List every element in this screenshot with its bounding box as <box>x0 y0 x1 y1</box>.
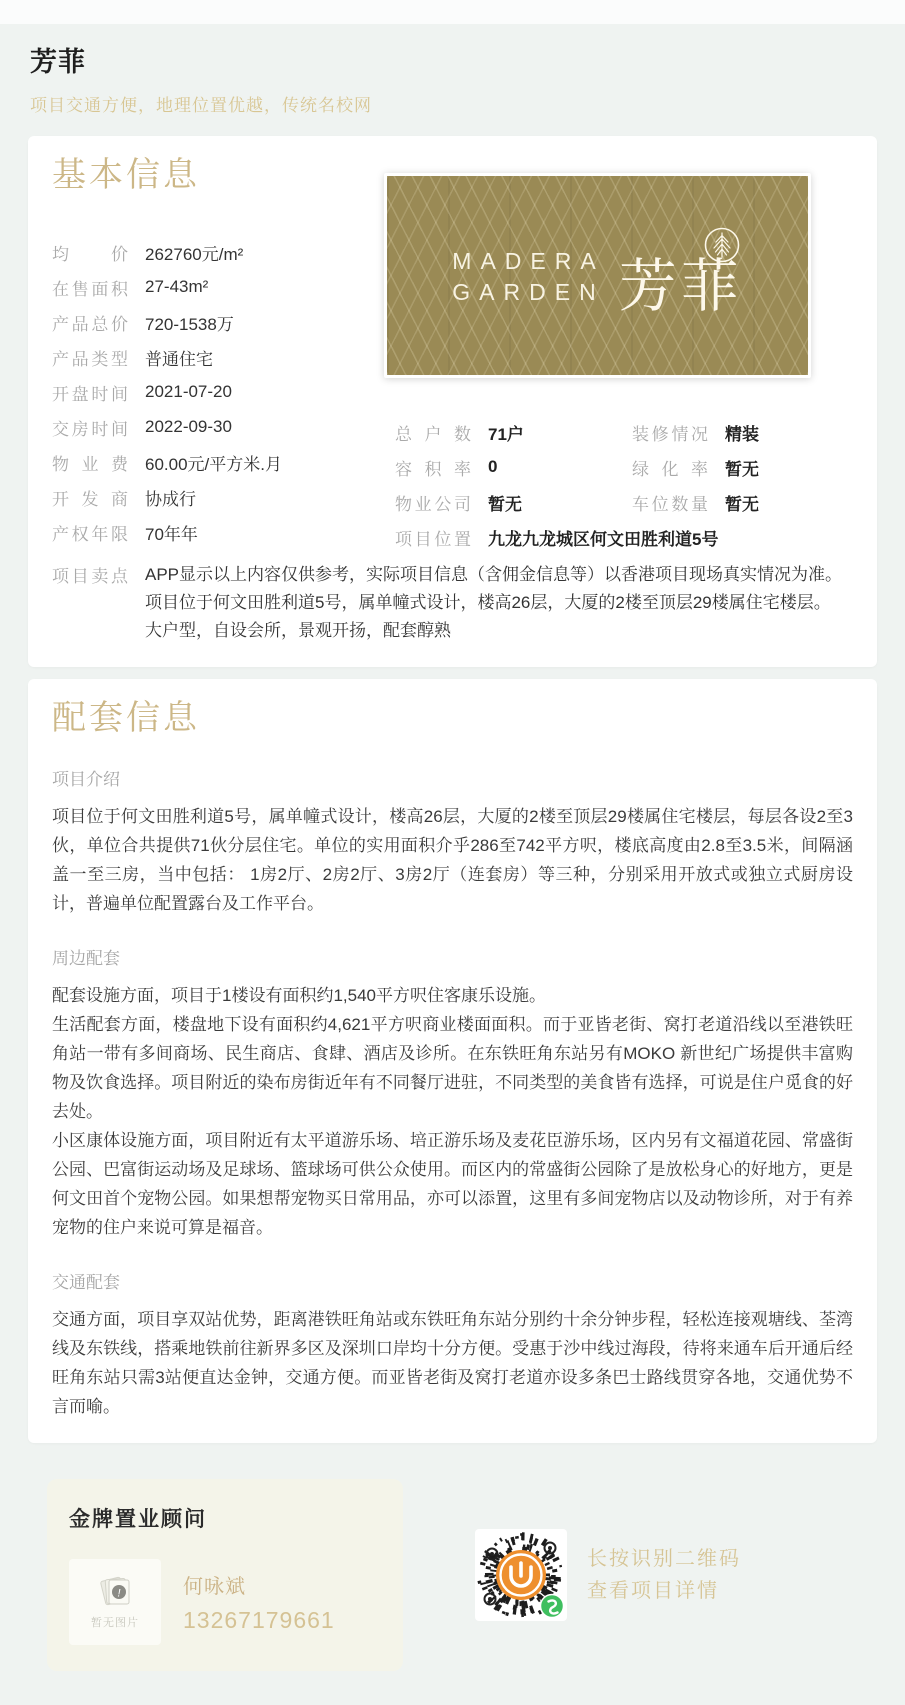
info-value: 720-1538万 <box>145 314 234 334</box>
basic-info-left-column <box>52 235 395 555</box>
info-row <box>52 445 395 480</box>
amenities-card <box>28 679 877 1444</box>
status-bar-strip <box>0 0 905 24</box>
info-row <box>52 515 395 550</box>
info-value: 60.00元/平方米.月 <box>145 454 282 474</box>
info-label: 车位数量 <box>632 494 708 514</box>
basic-info-grid <box>52 235 853 555</box>
info-label: 容积率 <box>395 459 471 479</box>
info-value: 27-43m² <box>145 277 209 296</box>
info-value: 2021-07-20 <box>145 382 232 401</box>
info-row <box>395 450 853 485</box>
info-label: 产权年限 <box>52 524 128 544</box>
info-label: 产品类型 <box>52 349 128 369</box>
basic-info-card <box>28 136 877 667</box>
info-label: 绿化率 <box>632 459 708 479</box>
info-label: 项目位置 <box>395 529 471 549</box>
hero-pattern <box>387 176 808 375</box>
info-label: 产品总价 <box>52 314 128 334</box>
info-label: 装修情况 <box>632 424 708 444</box>
hero-image[interactable] <box>384 173 811 378</box>
info-value: 71户 <box>488 424 524 444</box>
info-row <box>52 340 395 375</box>
section-title-surroundings: 周边配套 <box>52 949 120 968</box>
info-row <box>52 480 395 515</box>
selling-point: APP显示以上内容仅供参考，实际项目信息（含佣金信息等）以香港项目现场真实情况为准。 <box>145 564 843 584</box>
page-header <box>0 24 905 136</box>
info-label: 均价 <box>52 244 128 264</box>
miniprogram-badge-icon <box>541 1595 564 1618</box>
info-row <box>52 305 395 340</box>
section-title-transport: 交通配套 <box>52 1273 120 1292</box>
no-image-icon <box>94 1574 136 1612</box>
selling-point: 项目位于何文田胜利道5号，属单幢式设计，楼高26层，大厦的2楼至顶层29楼属住宅楼层。 <box>145 592 831 612</box>
info-label: 物业公司 <box>395 494 471 514</box>
amenities-heading: 配套信息 <box>52 698 200 737</box>
info-label: 开发商 <box>52 489 128 509</box>
info-row <box>52 375 395 410</box>
info-row <box>395 485 853 520</box>
info-label: 在售面积 <box>52 279 128 299</box>
consultant-phone[interactable]: 13267179661 <box>183 1607 335 1633</box>
page-subtitle: 项目交通方便，地理位置优越，传统名校网 <box>30 96 372 115</box>
wechat-miniprogram-qr-icon <box>475 1529 567 1621</box>
info-label: 交房时间 <box>52 419 128 439</box>
selling-points-text <box>145 561 842 645</box>
section-surroundings-text: 配套设施方面，项目于1楼设有面积约1,540平方呎住客康乐设施。 生活配套方面，楼盘地下设有面积约4,621平方呎商业楼面面积。而于亚皆老街、窝打老道沿线以至港铁旺角站一带有多间商场、民生商店、食肆、酒店及诊所。在东铁旺角东站另有MOKO 新世纪广场提供丰富购物及饮食选择。项目附近的染布房街近年有不同餐厅进驻，不同类型的美食皆有选择，可说是住户觅食的好去处。 小区康体设施方面，项目附近有太平道游乐场、培正游乐场及麦花臣游乐场，区内另有文福道花园、常盛街公园、巴富街运动场及足球场、篮球场可供公众使用。而区内的常盛街公园除了是放松身心的好地方，更是何文田首个宠物公园。如果想帮宠物买日常用品，亦可以添置，这里有多间宠物店以及动物诊所，对于有养宠物的住户来说可算是福音。 <box>52 986 853 1237</box>
info-row <box>52 235 395 270</box>
consultant-heading: 金牌置业顾问 <box>69 1508 207 1531</box>
leaf-circle-icon <box>703 216 741 274</box>
info-label: 开盘时间 <box>52 384 128 404</box>
qr-caption <box>587 1543 741 1607</box>
info-row <box>395 415 853 450</box>
section-intro-text: 项目位于何文田胜利道5号，属单幢式设计，楼高26层，大厦的2楼至顶层29楼属住宅楼层，每层各设2至3伙，单位合共提供71伙分层住宅。单位的实用面积介乎286至742平方呎，楼底高度由2.8至3.5米，间隔涵盖一至三房，当中包括： 1房2厅、2房2厅、3房2厅（连套房）等三种，分别采用开放式或独立式厨房设计，普遍单位配置露台及工作平台。 <box>52 807 853 913</box>
info-value: 精装 <box>725 424 759 444</box>
info-value: 协成行 <box>145 489 196 509</box>
avatar-placeholder <box>69 1559 161 1645</box>
info-value: 0 <box>488 457 498 476</box>
info-row <box>52 410 395 445</box>
consultant-panel <box>47 1479 403 1671</box>
selling-points-row <box>52 561 853 645</box>
qr-caption-line1: 长按识别二维码 <box>587 1548 741 1570</box>
basic-info-right-column <box>395 235 853 555</box>
no-image-caption: 暂无图片 <box>91 1617 139 1629</box>
project-location-value: 九龙九龙城区何文田胜利道5号 <box>488 529 719 549</box>
info-value: 262760元/m² <box>145 244 244 264</box>
info-label: 总户数 <box>395 424 471 444</box>
page-title: 芳菲 <box>30 47 86 77</box>
info-row <box>52 270 395 305</box>
info-label: 物业费 <box>52 454 128 474</box>
brand-en-text: MADERA GARDEN <box>452 248 605 305</box>
brand-cn-text: 芳菲 <box>619 238 743 316</box>
info-value: 暂无 <box>488 494 522 514</box>
qr-group <box>475 1529 741 1621</box>
info-value: 暂无 <box>725 459 759 479</box>
qr-code[interactable] <box>475 1529 567 1621</box>
info-value: 普通住宅 <box>145 349 213 369</box>
section-transport-text: 交通方面，项目享双站优势，距离港铁旺角站或东铁旺角东站分别约十余分钟步程，轻松连接观塘线、荃湾线及东铁线，搭乘地铁前往新界多区及深圳口岸均十分方便。受惠于沙中线过海段，待将来通车后开通后经旺角东站只需3站便直达金钟，交通方便。而亚皆老街及窝打老道亦设多条巴士路线贯穿各地，交通优势不言而喻。 <box>52 1310 853 1416</box>
info-value: 2022-09-30 <box>145 417 232 436</box>
info-value: 暂无 <box>725 494 759 514</box>
consultant-footer <box>28 1479 877 1705</box>
selling-point: 大户型，自设会所，景观开扬，配套醇熟 <box>145 620 451 640</box>
section-title-intro: 项目介绍 <box>52 770 120 789</box>
info-value: 70年年 <box>145 524 198 544</box>
basic-info-heading: 基本信息 <box>52 156 200 194</box>
project-location-row <box>395 520 853 555</box>
consultant-name: 何咏斌 <box>183 1576 246 1598</box>
info-label: 项目卖点 <box>52 566 128 586</box>
qr-caption-line2: 查看项目详情 <box>587 1580 719 1602</box>
svg-text:!: ! <box>117 1587 121 1600</box>
